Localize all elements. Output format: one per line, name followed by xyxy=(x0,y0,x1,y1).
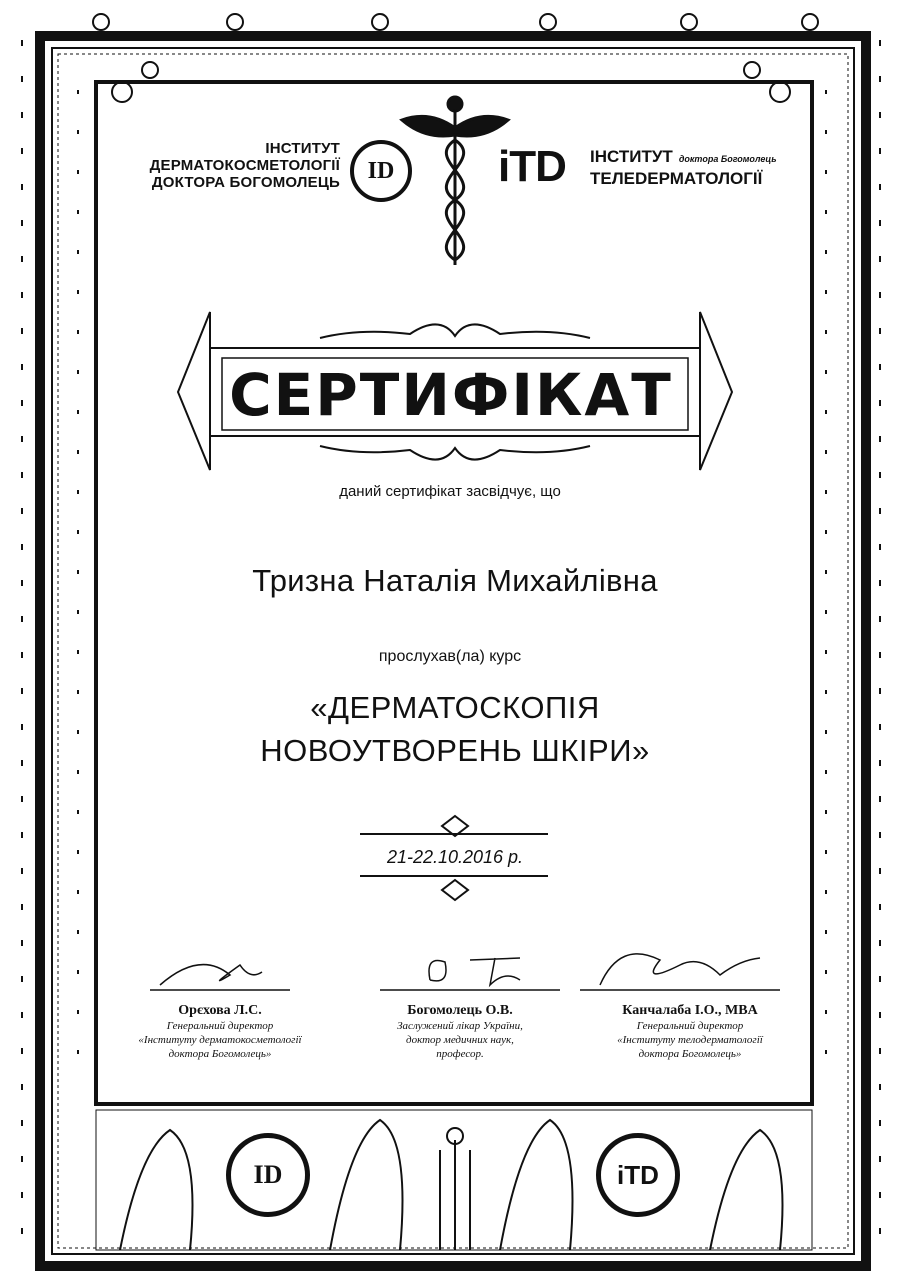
bottom-figures-band xyxy=(96,1110,812,1250)
certificate-title: СЕРТИФІКАТ xyxy=(229,361,673,429)
left-institute-name: ІНСТИТУТ ДЕРМАТОКОСМЕТОЛОГІЇ ДОКТОРА БОГОМОЛЕЦЬ xyxy=(149,140,340,191)
attended-text: прослухав(ла) курс xyxy=(378,648,522,665)
recipient-name: Тризна Наталія Михайлівна xyxy=(252,563,658,598)
signatory-role: доктора Богомолець» xyxy=(638,1048,742,1060)
signatory-name: Богомолець О.В. xyxy=(407,1003,513,1018)
signatory-1 xyxy=(110,1003,330,1061)
signatory-name: Орєхова Л.С. xyxy=(178,1003,262,1018)
signature-marks xyxy=(150,954,780,990)
signatory-2 xyxy=(350,1003,570,1061)
signatory-role: «Інституту дерматокосметології xyxy=(138,1034,302,1046)
caduceus-icon xyxy=(402,97,508,265)
certifies-text: даний сертифікат засвідчує, що xyxy=(339,483,561,500)
signatory-role: професор. xyxy=(436,1048,484,1060)
itd-logo: iTD xyxy=(498,142,566,191)
top-ornament-row xyxy=(93,14,818,102)
right-institute-name: ІНСТИТУТ доктора Богомолець ТЕЛЕDЕРМАТОЛОГІЇ xyxy=(590,147,777,188)
signatory-role: Заслужений лікар України, xyxy=(397,1020,523,1032)
signatory-role: Генеральний директор xyxy=(166,1020,274,1032)
id-logo: ID xyxy=(350,140,412,202)
signatory-role: «Інституту телодерматології xyxy=(617,1034,763,1046)
signatory-role: Генеральний директор xyxy=(636,1020,744,1032)
signatory-role: доктор медичних наук, xyxy=(406,1034,514,1046)
signatory-3 xyxy=(580,1003,800,1061)
signatory-role: доктора Богомолець» xyxy=(168,1048,272,1060)
footer-itd-logo: iTD xyxy=(596,1133,680,1217)
footer-id-logo: ID xyxy=(226,1133,310,1217)
signatory-name: Канчалаба І.О., MBA xyxy=(622,1003,758,1018)
course-title: «ДЕРМАТОСКОПІЯ НОВОУТВОРЕНЬ ШКІРИ» xyxy=(260,690,650,768)
course-date: 21-22.10.2016 р. xyxy=(386,847,524,867)
